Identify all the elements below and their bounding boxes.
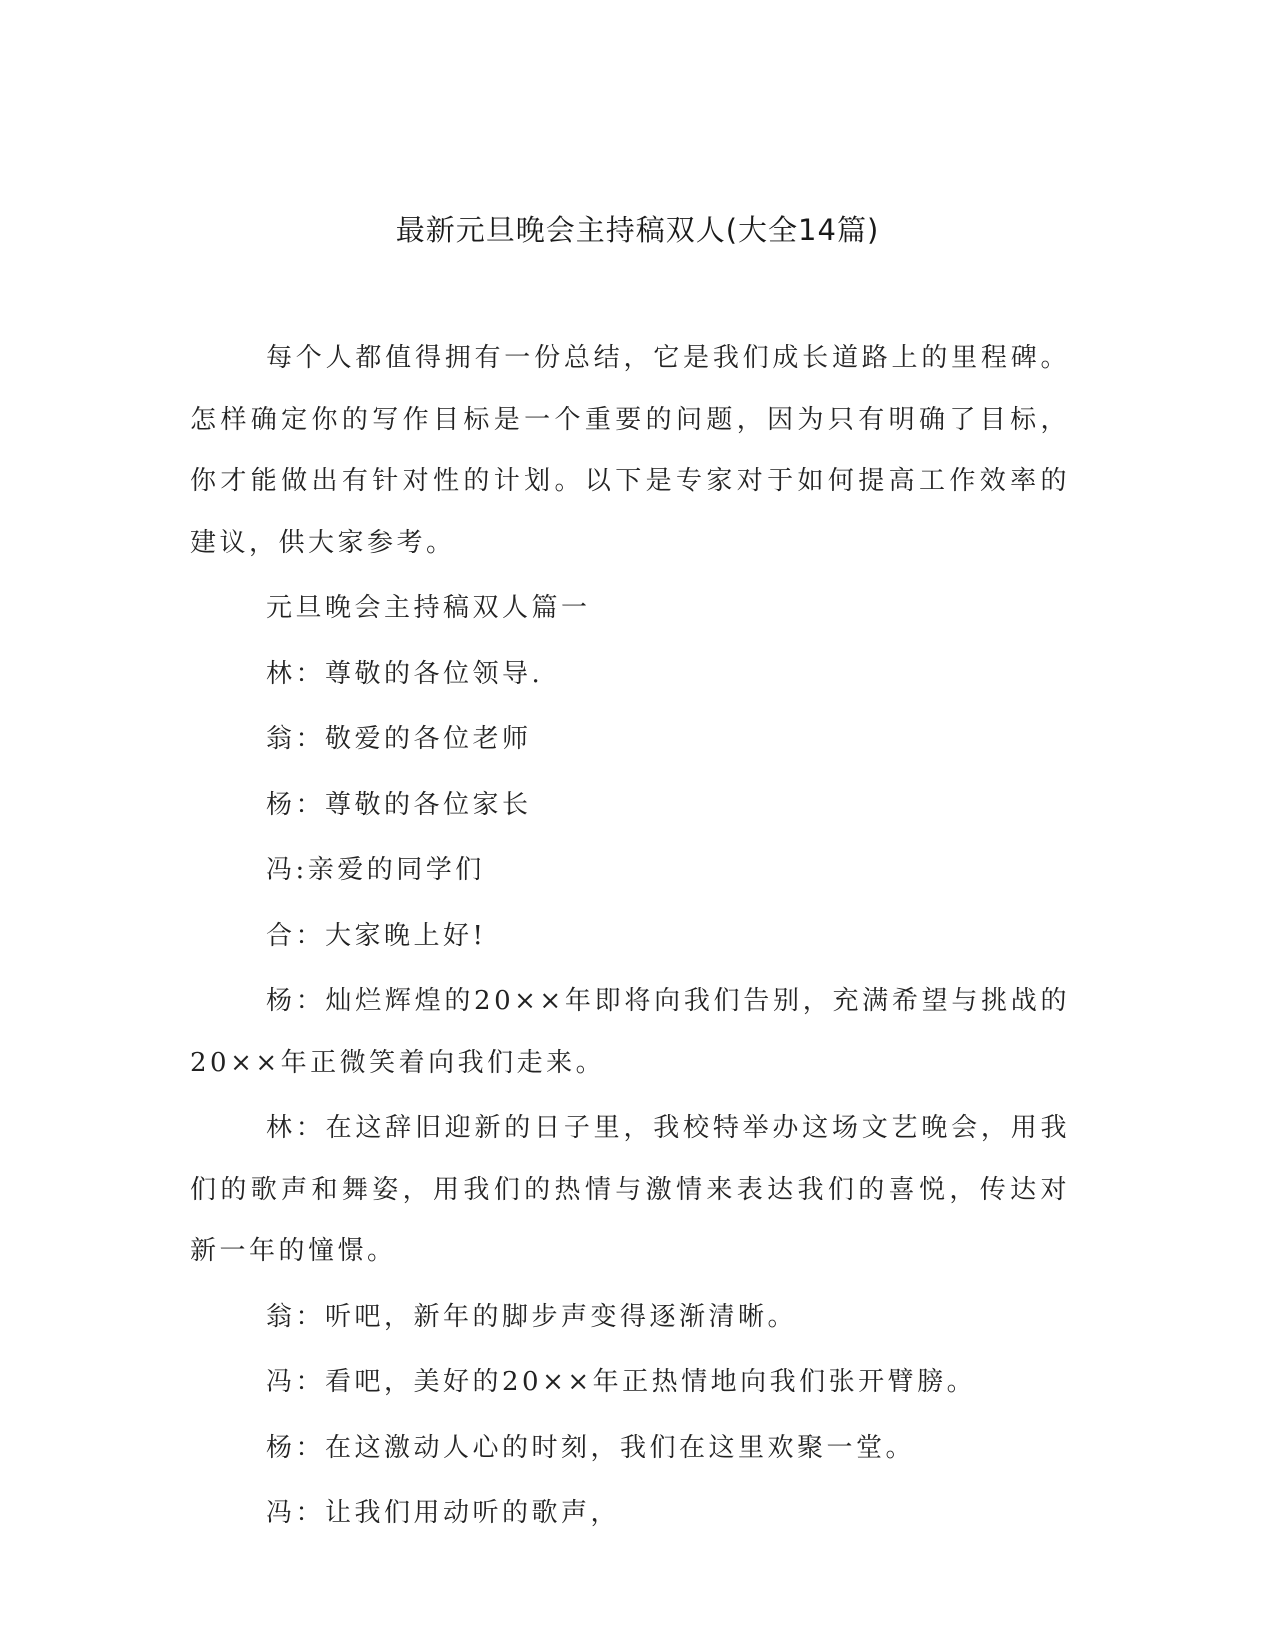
intro-paragraph: 每个人都值得拥有一份总结，它是我们成长道路上的里程碑。怎样确定你的写作目标是一个重要的问题，因为只有明确了目标，你才能做出有针对性的计划。以下是专家对于如何提高工作效率的建议，供大家参考。 — [190, 343, 1070, 558]
dialogue-line: 林：在这辞旧迎新的日子里，我校特举办这场文艺晚会，用我们的歌声和舞姿，用我们的热情与激情来表达我们的喜悦，传达对新一年的憧憬。 — [190, 1113, 1070, 1266]
document-body — [190, 328, 1070, 1549]
dialogue-line: 翁：听吧，新年的脚步声变得逐渐清晰。 — [266, 1301, 798, 1332]
dialogue-line: 合：大家晚上好! — [266, 920, 487, 951]
dialogue-line: 林：尊敬的各位领导. — [266, 658, 544, 689]
document-title: 最新元旦晚会主持稿双人(大全14篇) — [395, 213, 880, 247]
dialogue-line: 杨：灿烂辉煌的20××年即将向我们告别，充满希望与挑战的20××年正微笑着向我们走来。 — [190, 986, 1070, 1078]
dialogue-line: 冯：看吧，美好的20××年正热情地向我们张开臂膀。 — [266, 1367, 977, 1397]
section-heading: 元旦晚会主持稿双人篇一 — [266, 593, 591, 623]
dialogue-line: 冯:亲爱的同学们 — [266, 855, 485, 885]
dialogue-line: 杨：在这激动人心的时刻，我们在这里欢聚一堂。 — [266, 1432, 916, 1463]
dialogue-line: 冯：让我们用动听的歌声， — [266, 1498, 621, 1528]
dialogue-line: 翁：敬爱的各位老师 — [266, 724, 532, 754]
dialogue-line: 杨：尊敬的各位家长 — [266, 789, 532, 820]
